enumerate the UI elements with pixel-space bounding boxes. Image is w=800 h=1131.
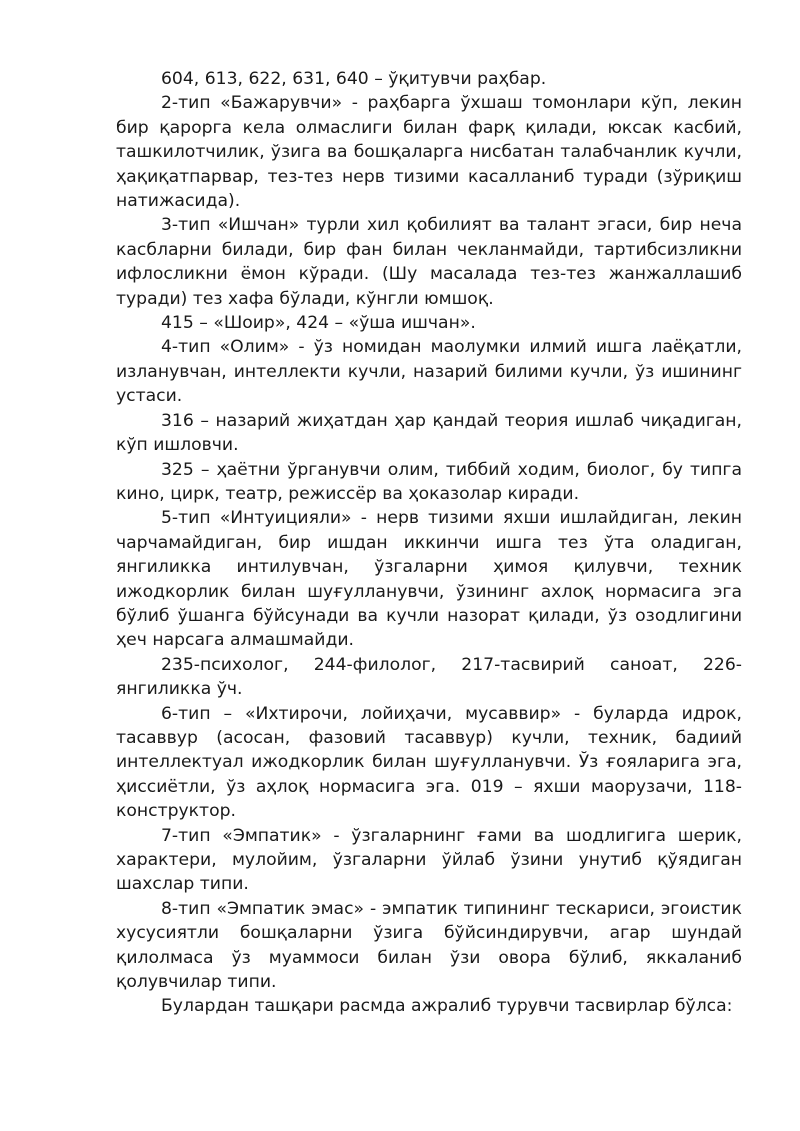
paragraph-code-325: 325 – ҳаётни ўрганувчи олим, тиббий ходим, биолог, бу типга кино, цирк, театр, режиссёр ва ҳоказолар киради. [116,459,742,504]
paragraph-type3-worker: 3-тип «Ишчан» турли хил қобилият ва талант эгаси, бир неча касбларни билади, бир фан билан чекланмайди, тартибсизликни ифлосликни ёмон кўради. (Шу масалада тез-тез жанжаллашиб туради) тез хафа бўлади, кўнгли юмшоқ. [116,215,742,309]
paragraph-type3-codes: 415 – «Шоир», 424 – «ўша ишчан». [161,313,476,334]
paragraph-type5-intuitive: 5-тип «Интуицияли» - нерв тизими яхши ишлайдиган, лекин чарчамайдиган, бир ишдан иккинчи ишга тез ўта оладиган, янгиликка интилувчан, ўзгаларни ҳимоя қилувчи, техник ижодкорлик билан шуғулланувчи, ўзининг ахлоқ нормасига эга бўлиб ўшанга бўйсунади ва кучли назорат қилади, ўз озодлигини ҳеч нарсага алмашмайди. [116,508,742,651]
paragraph-type8-non-empathic: 8-тип «Эмпатик эмас» - эмпатик типининг тескариси, эгоистик хусусиятли бошқаларни ўзига бўйсиндирувчи, агар шундай қилолмаса ўз муаммоси билан ўзи овора бўлиб, яккаланиб қолувчилар типи. [116,898,742,993]
paragraph-code-316: 316 – назарий жиҳатдан ҳар қандай теория ишлаб чиқадиган, кўп ишловчи. [116,410,742,456]
paragraph-type2-executor: 2-тип «Бажарувчи» - раҳбарга ўхшаш томонлари кўп, лекин бир қарорга кела олмаслиги билан фарқ қилади, юксак касбий, ташкилотчилик, ўзига ва бошқаларга нисбатан талабчанлик кучли, ҳақиқатпарвар, тез-тез нерв тизими касалланиб туради (зўриқиш натижасида). [116,93,742,212]
paragraph-type6-inventor: 6-тип – «Ихтирочи, лойиҳачи, мусаввир» - буларда идрок, тасаввур (асосан, фазовий тасаввур) кучли, техник, бадиий интеллектуал ижодкорлик билан шуғулланувчи. Ўз ғояларига эга, ҳиссиётли, ўз аҳлоқ нормасига эга. 019 – яхши маорузачи, 118-конструктор. [116,703,742,822]
document-page [116,67,742,1019]
paragraph-type4-scientist: 4-тип «Олим» - ўз номидан маолумки илмий ишга лаёқатли, изланувчан, интеллекти кучли, назарий билими кучли, ўз ишининг устаси. [116,337,742,407]
paragraph-type1-codes: 604, 613, 622, 631, 640 – ўқитувчи раҳбар. [161,69,547,89]
paragraph-closing: Булардан ташқари расмда ажралиб турувчи тасвирлар бўлса: [161,996,733,1017]
paragraph-type7-empathic: 7-тип «Эмпатик» - ўзгаларнинг ғами ва шодлигига шерик, характери, мулойим, ўзгаларни ўйлаб ўзини унутиб қўядиган шахслар типи. [116,825,742,895]
paragraph-type5-codes: 235-психолог, 244-филолог, 217-тасвирий саноат, 226-янгиликка ўч. [116,654,742,700]
